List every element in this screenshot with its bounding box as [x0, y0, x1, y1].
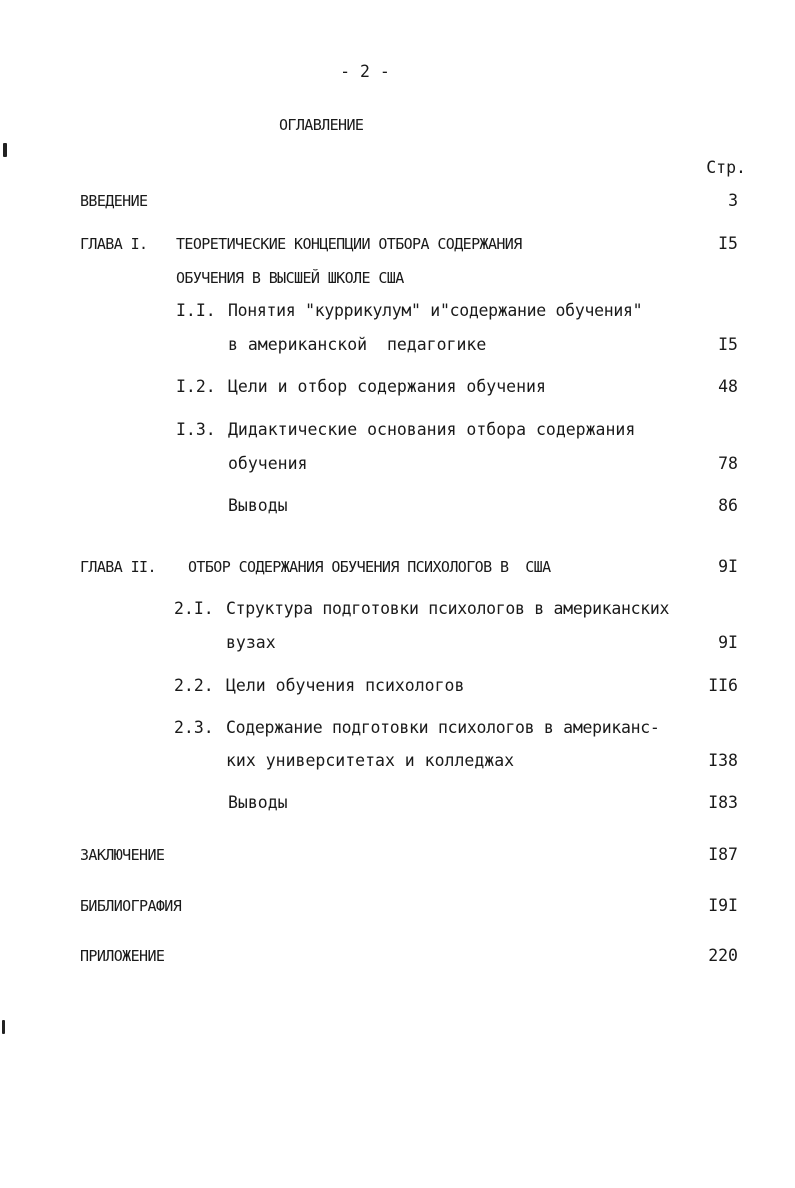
toc-section-2-2-title: Цели обучения психологов — [226, 676, 465, 695]
toc-section-1-2-title: Цели и отбор содержания обучения — [228, 377, 546, 396]
toc-section-1-2-page: 48 — [718, 377, 738, 396]
toc-bibliography-title: БИБЛИОГРАФИЯ — [80, 897, 182, 915]
toc-chapter1-title-line2: ОБУЧЕНИЯ В ВЫСШЕЙ ШКОЛЕ США — [176, 269, 404, 287]
toc-section-1-3-number: I.3. — [176, 420, 216, 439]
toc-intro-title: ВВЕДЕНИЕ — [80, 192, 148, 210]
toc-section-1-1-title-line2: в американской педагогике — [228, 335, 487, 354]
toc-conclusion-page: I87 — [708, 845, 738, 864]
toc-section-2-3-title-line1: Содержание подготовки психологов в американс- — [226, 718, 660, 737]
toc-section-2-2-page: II6 — [708, 676, 738, 695]
toc-section-1-1-number: I.I. — [176, 301, 216, 320]
toc-appendix-page: 220 — [708, 946, 738, 965]
toc-appendix-title: ПРИЛОЖЕНИЕ — [80, 947, 165, 965]
toc-section-2-3-title-line2: ких университетах и колледжах — [226, 751, 515, 770]
toc-chapter1-conclusions-page: 86 — [718, 496, 738, 515]
toc-section-2-1-title-line1: Структура подготовки психологов в американских — [226, 599, 670, 618]
toc-chapter1-number: ГЛАВА I. — [80, 235, 148, 253]
toc-section-2-3-number: 2.3. — [174, 718, 214, 737]
toc-section-2-3-page: I38 — [708, 751, 738, 770]
toc-section-1-1-page: I5 — [718, 335, 738, 354]
toc-chapter2-title: ОТБОР СОДЕРЖАНИЯ ОБУЧЕНИЯ ПСИХОЛОГОВ В США — [188, 558, 551, 576]
toc-section-2-1-page: 9I — [718, 633, 738, 652]
toc-chapter2-number: ГЛАВА II. — [80, 558, 156, 576]
scan-mark-bottom — [2, 1020, 5, 1034]
toc-chapter2-conclusions-page: I83 — [708, 793, 738, 812]
toc-chapter1-conclusions: Выводы — [228, 496, 288, 515]
toc-section-1-3-title-line2: обучения — [228, 454, 308, 473]
toc-title: ОГЛАВЛЕНИЕ — [279, 116, 364, 134]
page-column-header: Стр. — [706, 158, 746, 177]
toc-section-2-2-number: 2.2. — [174, 676, 214, 695]
toc-intro-page: 3 — [728, 191, 738, 210]
toc-section-2-1-number: 2.I. — [174, 599, 214, 618]
toc-bibliography-page: I9I — [708, 896, 738, 915]
page-number: - 2 - — [340, 62, 390, 81]
toc-section-1-2-number: I.2. — [176, 377, 216, 396]
toc-section-1-3-title-line1: Дидактические основания отбора содержания — [228, 420, 636, 439]
toc-conclusion-title: ЗАКЛЮЧЕНИЕ — [80, 846, 165, 864]
toc-section-1-1-title-line1: Понятия "куррикулум" и"содержание обучения" — [228, 301, 643, 320]
toc-section-2-1-title-line2: вузах — [226, 633, 276, 652]
toc-chapter1-title-line1: ТЕОРЕТИЧЕСКИЕ КОНЦЕПЦИИ ОТБОРА СОДЕРЖАНИЯ — [176, 235, 522, 253]
scan-mark-top — [3, 143, 7, 157]
toc-chapter2-conclusions: Выводы — [228, 793, 288, 812]
toc-chapter2-page: 9I — [718, 557, 738, 576]
toc-section-1-3-page: 78 — [718, 454, 738, 473]
toc-chapter1-page: I5 — [718, 234, 738, 253]
